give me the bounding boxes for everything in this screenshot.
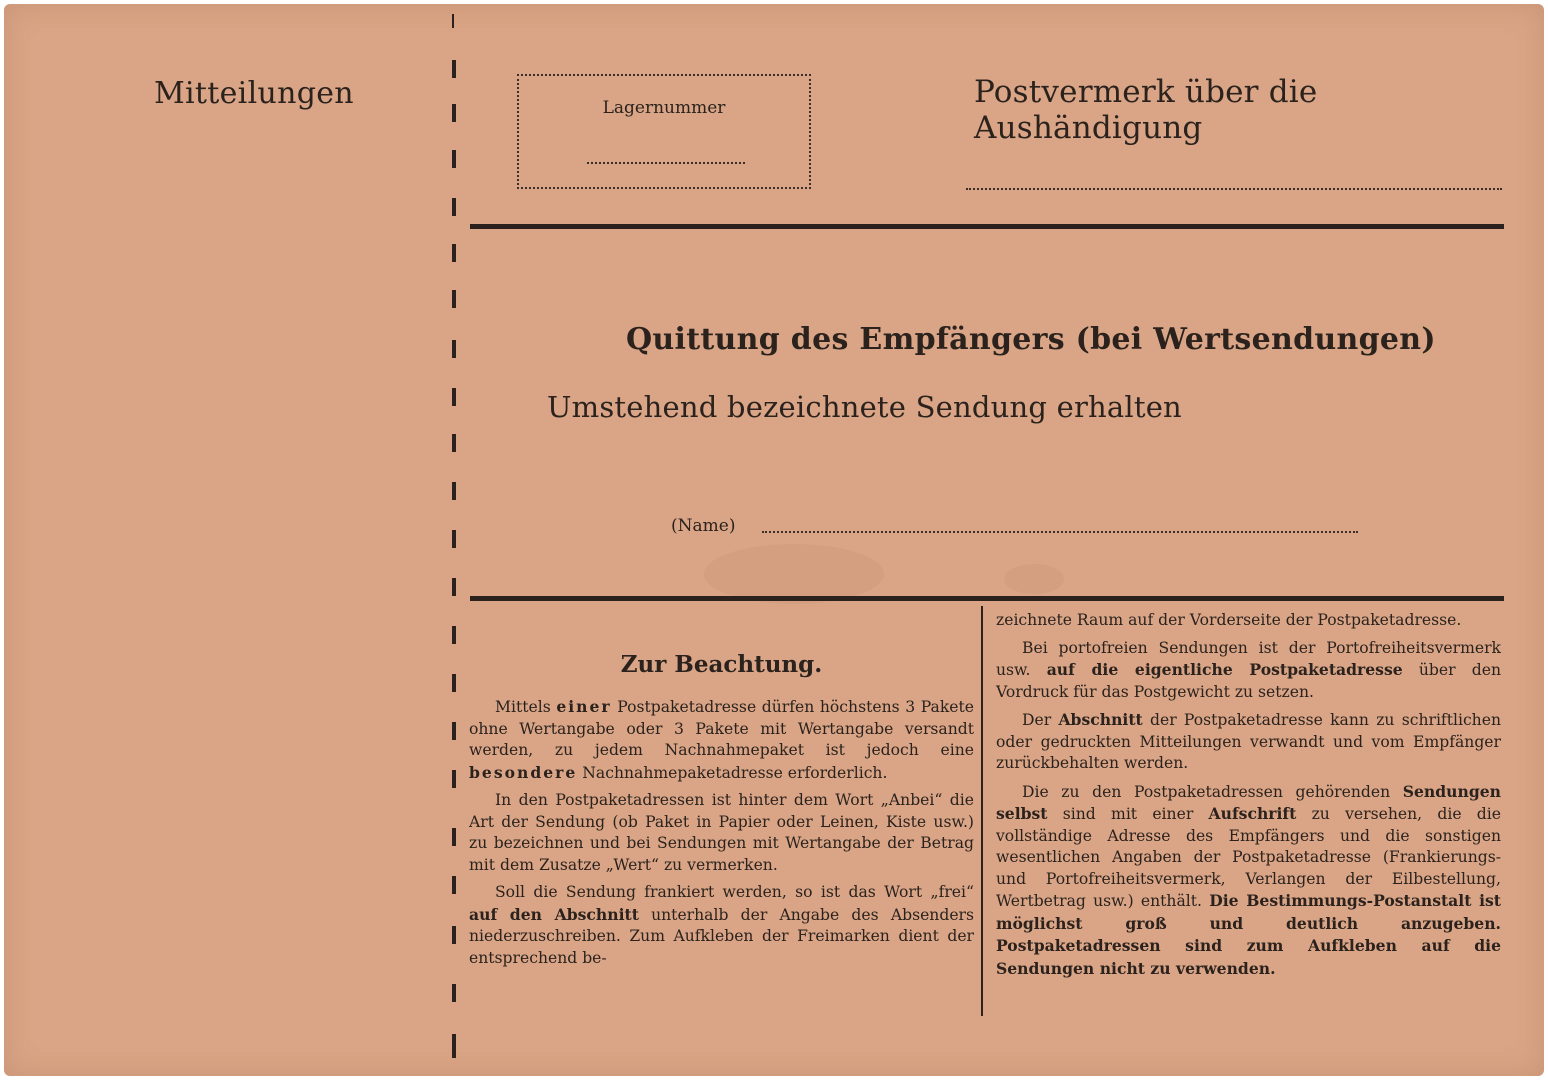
column-divider	[981, 606, 983, 1016]
notes-paragraph: zeichnete Raum auf der Vorderseite der Postpaketadresse.	[996, 611, 1462, 629]
notes-right-column	[996, 610, 1501, 986]
notes-paragraph: Die zu den Postpaketadressen gehörenden Sendungen selbst sind mit einer Aufschrift zu versehen, die die vollständige Adresse des Empfängers und die sonstigen wesentlichen Angaben der Postpaketadresse (Frankierungs- und Portofreiheitsvermerk, Verlangen der Eilbestellung, Wertbetrag usw.) enthält. Die Bestimmungs-Postanstalt ist möglichst groß und deutlich anzugeben. Postpaketadressen sind zum Aufkleben auf die Sendungen nicht zu verwenden.	[996, 781, 1501, 978]
notes-title: Zur Beachtung.	[620, 651, 823, 678]
messages-heading: Mitteilungen	[154, 76, 354, 111]
name-label: (Name)	[671, 516, 736, 536]
storage-number-box	[517, 74, 811, 189]
notes-paragraph: In den Postpaketadressen ist hinter dem Wort „Anbei“ die Art der Sendung (ob Paket in Papier oder Leinen, Kiste usw.) zu bezeichnen und bei Sendungen mit Wertangabe der Betrag mit dem Zusatze „Wert“ zu vermerken.	[469, 791, 974, 874]
delivery-note-heading: Postvermerk über die Aushändigung	[974, 74, 1318, 146]
notes-paragraph: Soll die Sendung frankiert werden, so ist das Wort „frei“ auf den Abschnitt unterhalb der Angabe des Absenders niederzuschreiben. Zum Aufkleben der Freimarken dient der entsprechend be-	[469, 883, 975, 967]
receipt-text: Umstehend bezeichnete Sendung erhalten	[547, 390, 1182, 424]
parcel-card-back	[4, 4, 1544, 1076]
paper-stain	[1004, 564, 1064, 594]
paper-stain	[704, 544, 884, 604]
notes-paragraph: Mittels einer Postpaketadresse dürfen höchstens 3 Pakete ohne Wertangabe oder 3 Pakete mit Wertangabe versandt werden, zu jedem Nachnahmepaket ist jedoch eine besondere Nachnahmepaketadresse erforderlich.	[469, 697, 974, 782]
storage-number-label: Lagernummer	[602, 98, 726, 118]
notes-paragraph: Bei portofreien Sendungen ist der Portofreiheitsvermerk usw. auf die eigentliche Postpaketadresse über den Vordruck für das Postgewicht zu setzen.	[996, 638, 1501, 701]
delivery-note-line	[966, 188, 1502, 190]
top-rule	[470, 224, 1504, 229]
name-signature-line	[762, 531, 1358, 533]
receipt-title: Quittung des Empfängers (bei Wertsendungen)	[626, 322, 1436, 357]
notes-paragraph: Der Abschnitt der Postpaketadresse kann zu schriftlichen oder gedruckten Mitteilungen verwandt und vom Empfänger zurückbehalten werden.	[996, 710, 1501, 772]
middle-rule	[470, 596, 1504, 601]
notes-left-column	[469, 696, 974, 975]
storage-number-line	[587, 162, 745, 164]
